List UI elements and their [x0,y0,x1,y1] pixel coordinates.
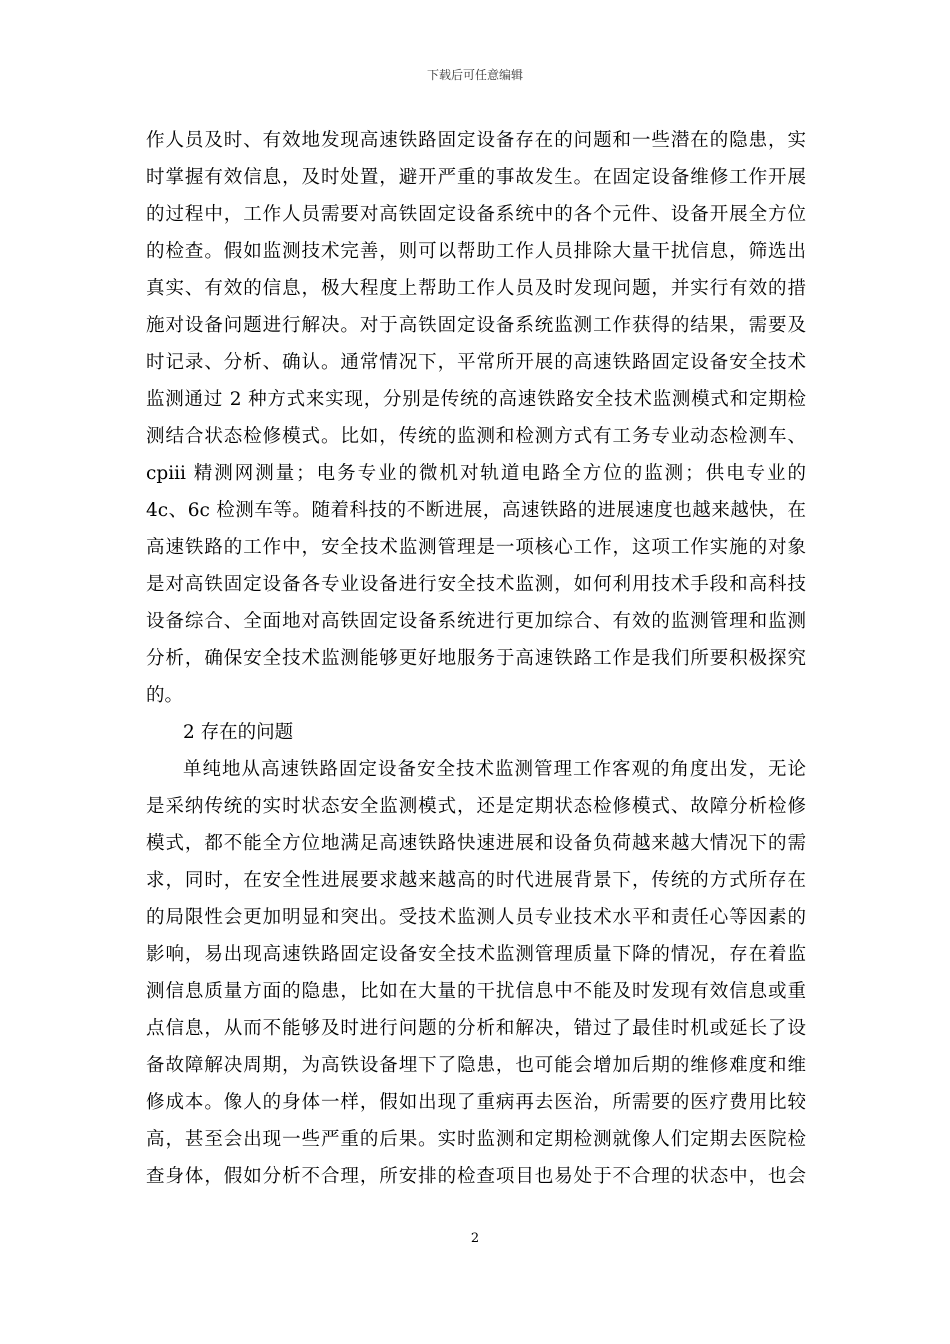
document-body [146,122,806,1195]
text-line: 的检查。假如监测技术完善，则可以帮助工作人员排除大量干扰信息，筛选出 [146,241,806,262]
text-line: 测信息质量方面的隐患，比如在大量的干扰信息中不能及时发现有效信息或重 [146,981,806,1002]
text-line: 分析，确保安全技术监测能够更好地服务于高速铁路工作是我们所要积极探究 [146,648,806,669]
text-line: 时记录、分析、确认。通常情况下，平常所开展的高速铁路固定设备安全技术 [146,352,806,373]
text-line: 求，同时，在安全性进展要求越来越高的时代进展背景下，传统的方式所存在 [146,870,806,891]
text-line: 修成本。像人的身体一样，假如出现了重病再去医治，所需要的医疗费用比较 [146,1092,806,1113]
text-line: 高，甚至会出现一些严重的后果。实时监测和定期检测就像人们定期去医院检 [146,1129,806,1150]
text-line: 监测通过 2 种方式来实现，分别是传统的高速铁路安全技术监测模式和定期检 [146,389,806,410]
text-line: 施对设备问题进行解决。对于高铁固定设备系统监测工作获得的结果，需要及 [146,315,806,336]
text-line: 时掌握有效信息，及时处置，避开严重的事故发生。在固定设备维修工作开展 [146,167,806,188]
section-heading: 2 存在的问题 [183,722,294,743]
text-line: 影响，易出现高速铁路固定设备安全技术监测管理质量下降的情况，存在着监 [146,944,806,965]
text-line: 的过程中，工作人员需要对高铁固定设备系统中的各个元件、设备开展全方位 [146,204,806,225]
page-number: 2 [470,1231,480,1246]
text-line: 单纯地从高速铁路固定设备安全技术监测管理工作客观的角度出发，无论 [183,759,806,780]
text-line: 模式，都不能全方位地满足高速铁路快速进展和设备负荷越来越大情况下的需 [146,833,806,854]
text-line: 的局限性会更加明显和突出。受技术监测人员专业技术水平和责任心等因素的 [146,907,806,928]
text-line: 是采纳传统的实时状态安全监测模式，还是定期状态检修模式、故障分析检修 [146,796,806,817]
text-line: 作人员及时、有效地发现高速铁路固定设备存在的问题和一些潜在的隐患，实 [146,130,806,151]
text-line: 高速铁路的工作中，安全技术监测管理是一项核心工作，这项工作实施的对象 [146,537,806,558]
text-line: 设备综合、全面地对高铁固定设备系统进行更加综合、有效的监测管理和监测 [146,611,806,632]
text-line: 点信息，从而不能够及时进行问题的分析和解决，错过了最佳时机或延长了设 [146,1018,806,1039]
text-line: 的。 [146,685,184,706]
text-line: 真实、有效的信息，极大程度上帮助工作人员及时发现问题，并实行有效的措 [146,278,806,299]
text-line: cpiii 精测网测量；电务专业的微机对轨道电路全方位的监测；供电专业的 [146,463,806,484]
text-line: 4c、6c 检测车等。随着科技的不断进展，高速铁路的进展速度也越来越快，在 [146,500,806,521]
page-header: 下载后可任意编辑 [426,68,523,82]
text-line: 测结合状态检修模式。比如，传统的监测和检测方式有工务专业动态检测车、 [146,426,806,447]
text-line: 是对高铁固定设备各专业设备进行安全技术监测，如何利用技术手段和高科技 [146,574,806,595]
text-line: 查身体，假如分析不合理，所安排的检查项目也易处于不合理的状态中，也会 [146,1166,806,1187]
text-line: 备故障解决周期，为高铁设备埋下了隐患，也可能会增加后期的维修难度和维 [146,1055,806,1076]
